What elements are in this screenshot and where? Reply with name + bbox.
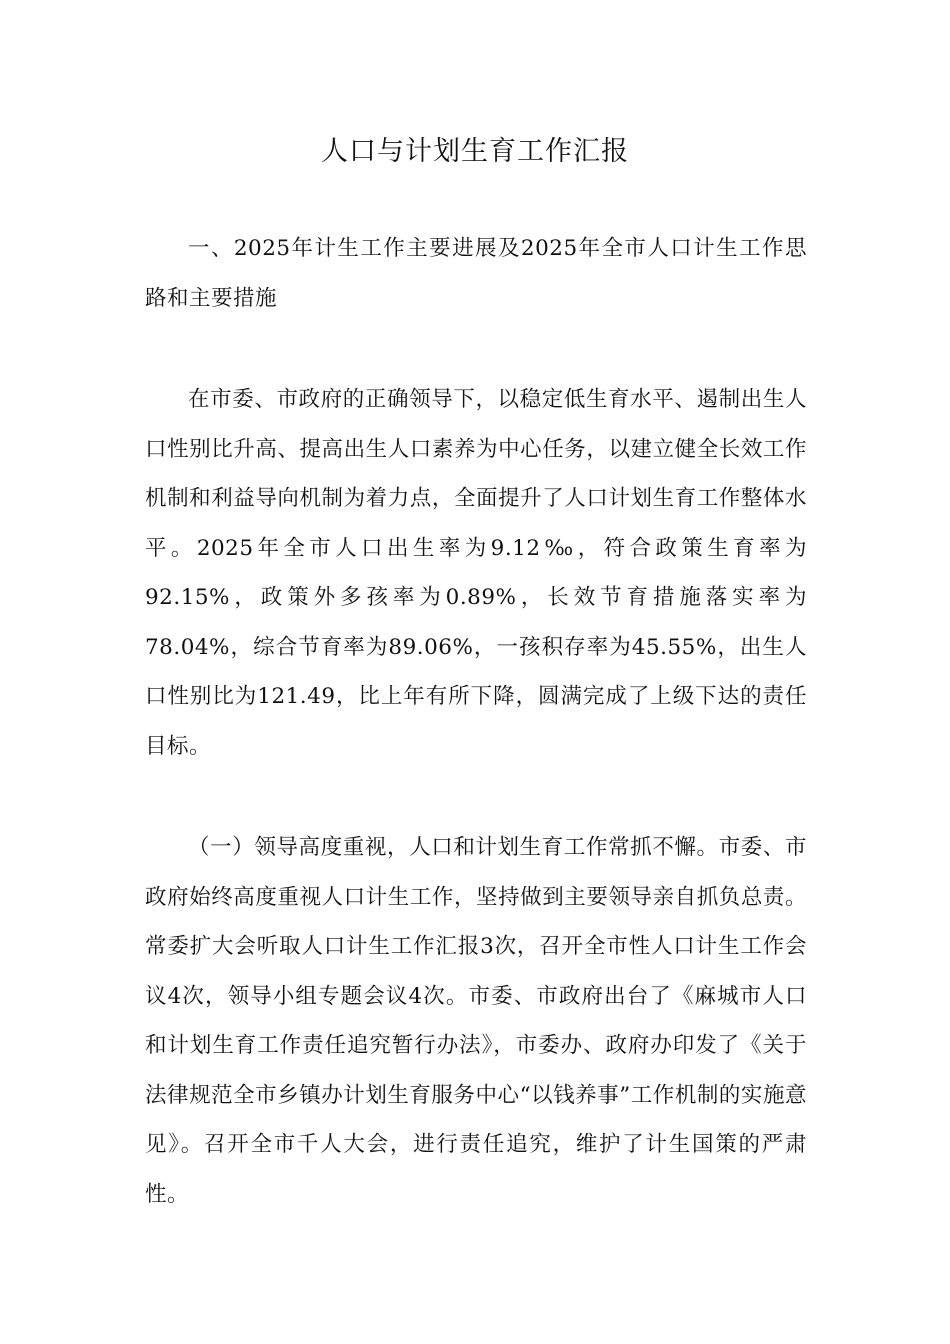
- section-one-paragraph: （一）领导高度重视，人口和计划生育工作常抓不懈。市委、市政府始终高度重视人口计生工作，坚持做到主要领导亲自抓负总责。常委扩大会听取人口计生工作汇报3次，召开全市性人口计生工作会议4次，领导小组专题会议4次。市委、市政府出台了《麻城市人口和计划生育工作责任追究暂行办法》，市委办、政府办印发了《关于法律规范全市乡镇办计划生育服务中心“以钱养事”工作机制的实施意见》。召开全市千人大会，进行责任追究，维护了计生国策的严肃性。: [145, 835, 807, 1207]
- section-heading: 一、2025年计生工作主要进展及2025年全市人口计生工作思路和主要措施: [145, 236, 807, 311]
- document-title: 人口与计划生育工作汇报: [321, 136, 629, 167]
- intro-paragraph: 在市委、市政府的正确领导下，以稳定低生育水平、遏制出生人口性别比升高、提高出生人口素养为中心任务，以建立健全长效工作机制和利益导向机制为着力点，全面提升了人口计划生育工作整体水平。2025年全市人口出生率为9.12‰，符合政策生育率为92.15%，政策外多孩率为0.89%，长效节育措施落实率为78.04%，综合节育率为89.06%，一孩积存率为45.55%，出生人口性别比为121.49，比上年有所下降，圆满完成了上级下达的责任目标。: [145, 387, 807, 759]
